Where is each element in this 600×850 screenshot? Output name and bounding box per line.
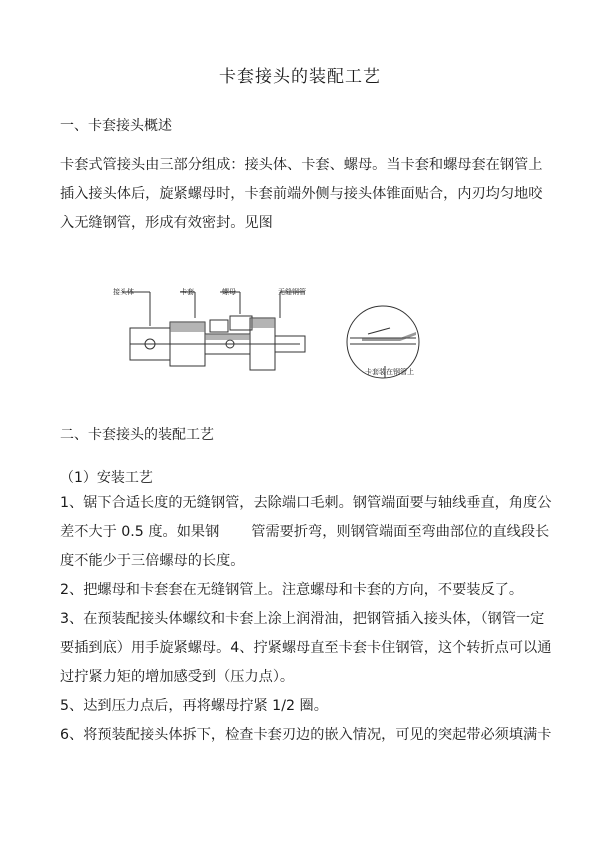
section1-line-1: 卡套式管接头由三部分组成：接头体、卡套、螺母。当卡套和螺母套在钢管上 bbox=[60, 157, 543, 173]
fig-label-tube: 无缝钢管 bbox=[278, 288, 306, 296]
step2-line: 2、把螺母和卡套套在无缝钢管上。注意螺母和卡套的方向，不要装反了。 bbox=[60, 582, 524, 598]
page-title: 卡套接头的装配工艺 bbox=[219, 67, 381, 87]
step3-line-1: 3、在预装配接头体螺纹和卡套上涂上润滑油，把钢管插入接头体，（钢管一定 bbox=[60, 611, 545, 627]
step1-line-2a: 差不大于 0.5 度。如果钢 bbox=[60, 524, 220, 540]
fig-detail-caption: 卡套装在钢管上 bbox=[365, 368, 414, 376]
section1-line-3: 入无缝钢管，形成有效密封。见图 bbox=[60, 215, 273, 231]
step1-line-3: 度不能少于三倍螺母的长度。 bbox=[60, 553, 245, 569]
fig-label-nut: 螺母 bbox=[222, 288, 236, 296]
section1-line-2: 插入接头体后，旋紧螺母时，卡套前端外侧与接头体锥面贴合，内刃均匀地咬 bbox=[60, 186, 543, 202]
section1-paragraph bbox=[60, 151, 550, 238]
steps-paragraph bbox=[60, 489, 550, 750]
install-subheading: （1）安装工艺 bbox=[60, 470, 153, 486]
section1-heading: 一、卡套接头概述 bbox=[60, 118, 172, 134]
fig-label-body: 接头体 bbox=[113, 288, 134, 296]
step1-line-2 bbox=[60, 518, 550, 547]
step5-line: 5、达到压力点后，再将螺母拧紧 1/2 圈。 bbox=[60, 698, 328, 714]
step3-line-2: 要插到底）用手旋紧螺母。4、拧紧螺母直至卡套卡住钢管，这个转折点可以通 bbox=[60, 640, 552, 656]
section2-heading: 二、卡套接头的装配工艺 bbox=[60, 427, 214, 443]
fig-label-ferrule: 卡套 bbox=[180, 288, 194, 296]
step6-line: 6、将预装配接头体拆下，检查卡套刃边的嵌入情况，可见的突起带必须填满卡 bbox=[60, 727, 552, 743]
step3-line-3: 过拧紧力矩的增加感受到（压力点）。 bbox=[60, 669, 295, 685]
step1-line-1: 1、锯下合适长度的无缝钢管，去除端口毛刺。钢管端面要与轴线垂直，角度公 bbox=[60, 495, 552, 511]
step1-line-2b: 管需要折弯，则钢管端面至弯曲部位的直线段长 bbox=[251, 524, 550, 540]
